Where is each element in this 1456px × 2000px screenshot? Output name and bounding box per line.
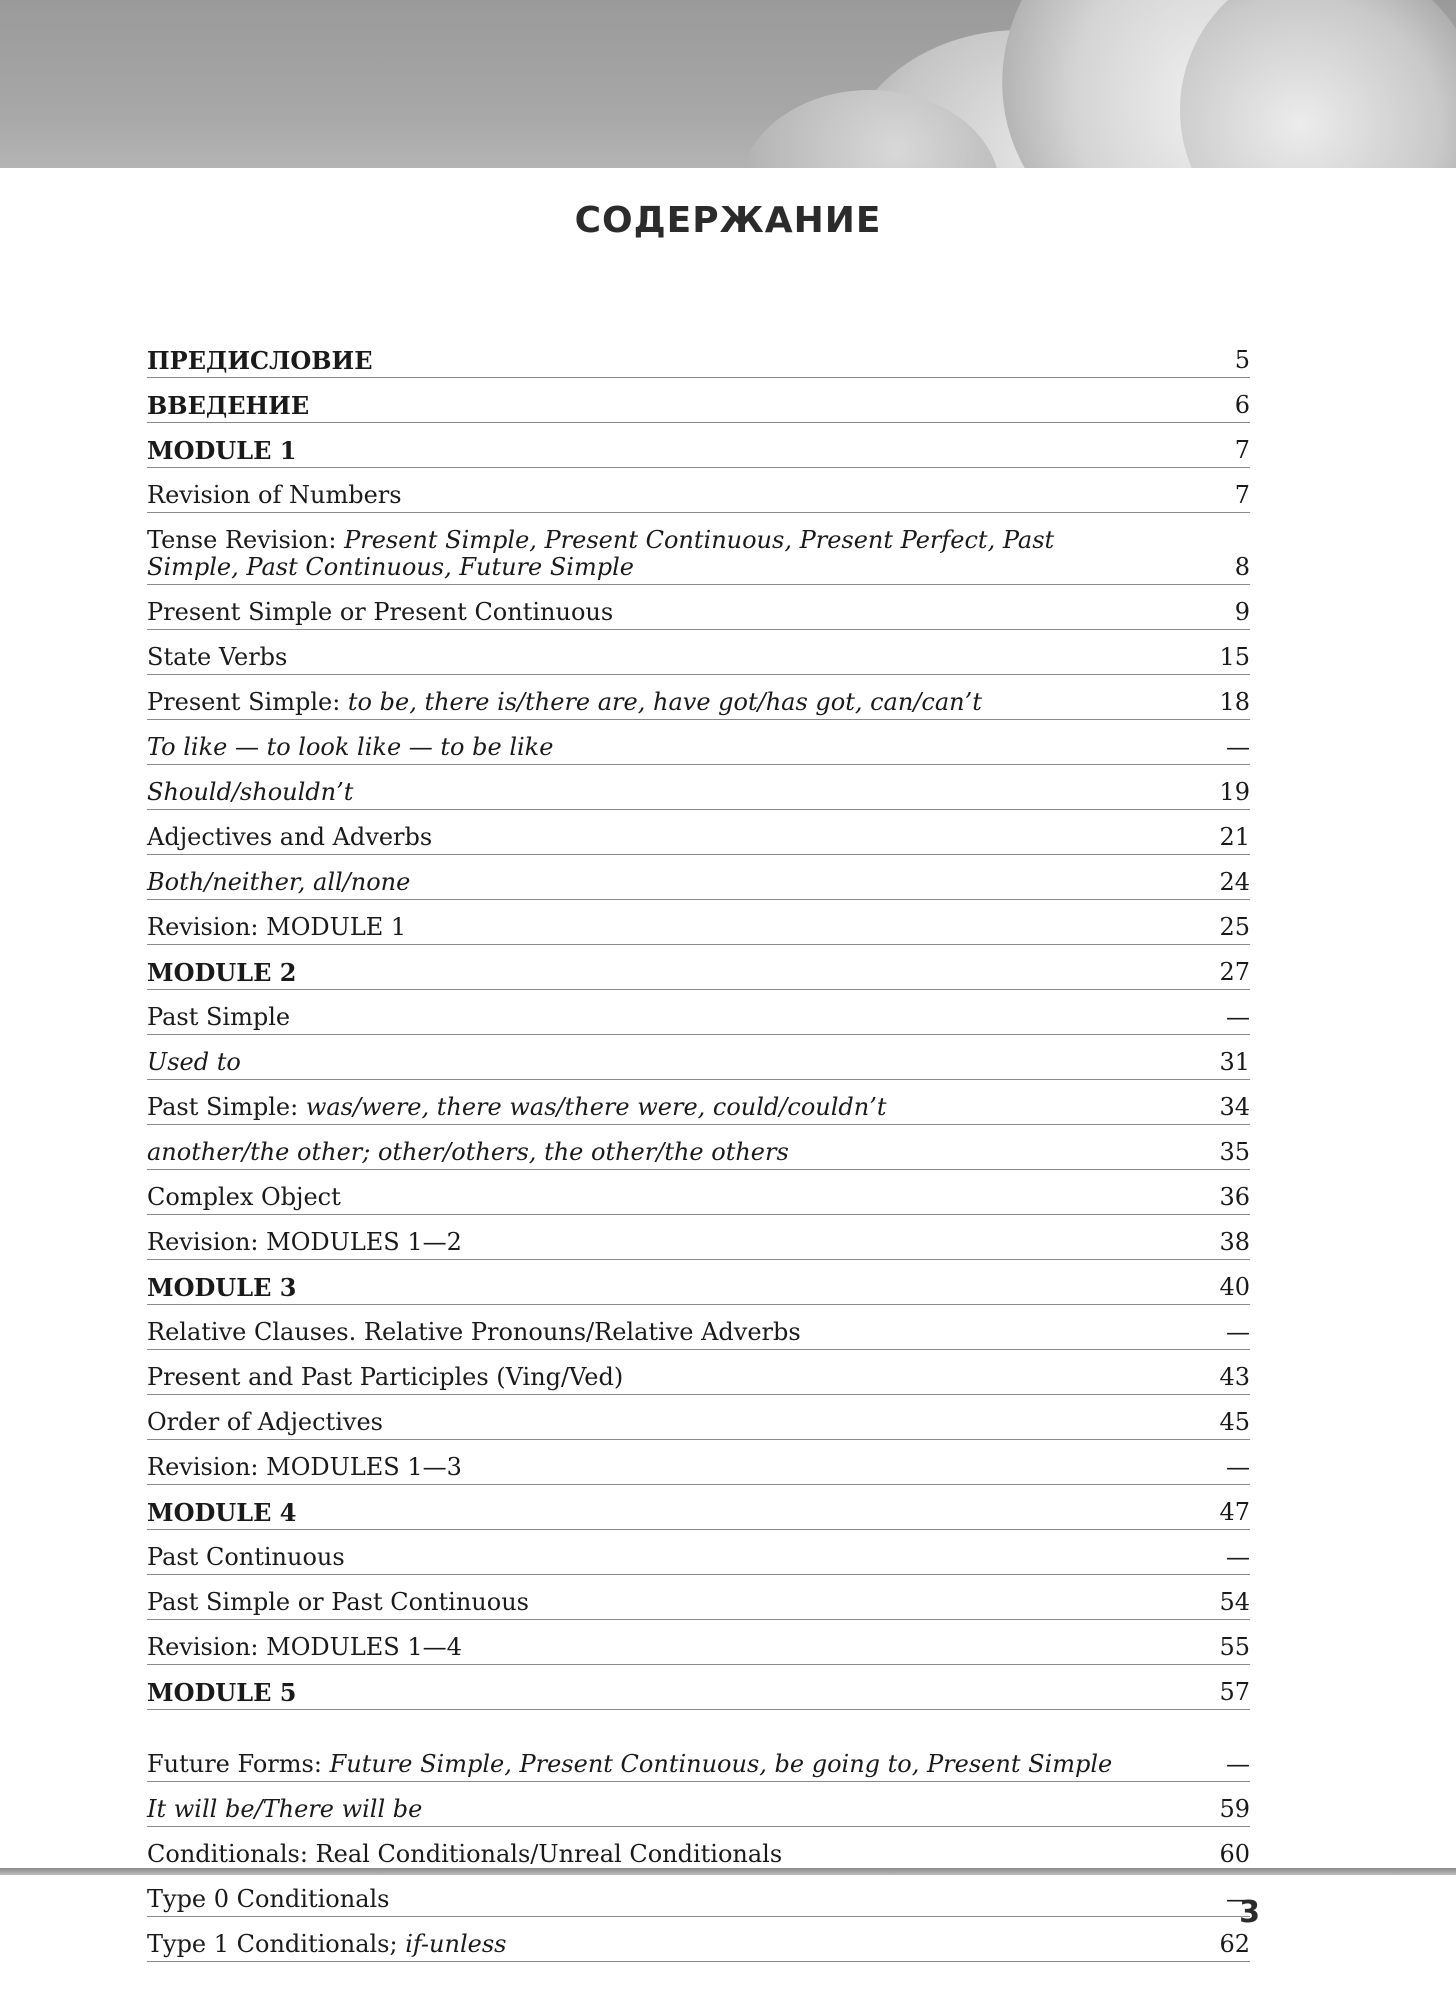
toc-entry-page: 60 <box>1219 1840 1250 1868</box>
toc-entry-title <box>147 959 1190 986</box>
toc-entry-title-part: State Verbs <box>147 643 288 671</box>
toc-entry-title <box>147 1364 1190 1391</box>
toc-entry <box>147 632 1250 675</box>
toc-entry-title <box>147 1499 1190 1526</box>
toc-entry-title-part: another/the other; other/others, the other/the others <box>147 1138 789 1166</box>
toc-entry-page: 31 <box>1219 1048 1250 1076</box>
toc-entry <box>147 722 1250 765</box>
toc-entry-title-part: Revision: MODULES 1—3 <box>147 1453 462 1481</box>
toc-entry-title-part: MODULE 1 <box>147 436 297 465</box>
toc-entry-title-part: Present Simple, Present Continuous, Present Perfect, Past Simple, Past Continuous, Future Simple <box>147 526 1055 581</box>
toc-entry-title-part: ПРЕДИСЛОВИЕ <box>147 346 373 375</box>
toc-entry-title-part: MODULE 5 <box>147 1678 297 1707</box>
toc-entry <box>147 1874 1250 1917</box>
toc-entry <box>147 1352 1250 1395</box>
toc-entry-page: 21 <box>1219 823 1250 851</box>
toc-entry-page: 55 <box>1219 1633 1250 1661</box>
toc-entry <box>147 1442 1250 1485</box>
toc-entry <box>147 1172 1250 1215</box>
toc-entry <box>147 1127 1250 1170</box>
toc-entry-title-part: Past Simple <box>147 1003 291 1031</box>
toc-entry-title-part: It will be/There will be <box>147 1795 423 1823</box>
toc-entry-page: 24 <box>1219 868 1250 896</box>
toc-entry-page: — <box>1226 1318 1250 1346</box>
toc-entry-title-part: Present Simple: <box>147 688 348 716</box>
toc-entry <box>147 587 1250 630</box>
toc-entry <box>147 1307 1250 1350</box>
toc-entry-page: 59 <box>1219 1795 1250 1823</box>
toc-entry-title-part: Revision of Numbers <box>147 481 402 509</box>
toc-entry-title <box>147 1274 1190 1301</box>
toc-entry-title-part: Future Forms: <box>147 1750 330 1778</box>
toc-entry-title <box>147 1679 1190 1706</box>
toc-entry <box>147 1532 1250 1575</box>
toc-entry <box>147 1487 1250 1530</box>
toc-entry-title <box>147 347 1190 374</box>
toc-entry <box>147 380 1250 423</box>
toc-entry <box>147 1082 1250 1125</box>
toc-entry <box>147 947 1250 990</box>
toc-entry-title <box>147 1049 1190 1076</box>
toc-entry-title <box>147 1454 1190 1481</box>
toc-entry-page: 36 <box>1219 1183 1250 1211</box>
toc-entry-page: 45 <box>1219 1408 1250 1436</box>
toc-entry-title <box>147 1634 1190 1661</box>
toc-entry-title-part: Revision: MODULE 1 <box>147 913 407 941</box>
footer-divider <box>0 1868 1456 1875</box>
toc-entry-title <box>147 914 1190 941</box>
toc-entry-title-part: Should/shouldn’t <box>147 778 354 806</box>
toc-entry-page: 18 <box>1219 688 1250 716</box>
toc-entry-title <box>147 869 1190 896</box>
toc-entry-title-part: Past Continuous <box>147 1543 345 1571</box>
toc-entry-title-part: Past Simple or Past Continuous <box>147 1588 529 1616</box>
toc-entry-page: 62 <box>1219 1930 1250 1958</box>
toc-entry-title <box>147 824 1190 851</box>
toc-entry-page: 43 <box>1219 1363 1250 1391</box>
toc-entry <box>147 992 1250 1035</box>
page-title: СОДЕРЖАНИЕ <box>574 200 882 241</box>
toc-entry <box>147 1919 1250 1962</box>
toc-entry-page: 54 <box>1219 1588 1250 1616</box>
toc-entry <box>147 812 1250 855</box>
toc-entry-title-part: Used to <box>147 1048 241 1076</box>
toc-entry-page: — <box>1226 733 1250 761</box>
header-band <box>0 0 1456 168</box>
toc-entry <box>147 1577 1250 1620</box>
toc-entry-title <box>147 1589 1190 1616</box>
toc-entry-title-part: to be, there is/there are, have got/has got, can/can’t <box>347 688 982 716</box>
toc-entry <box>147 857 1250 900</box>
toc-entry-page: — <box>1226 1543 1250 1571</box>
toc-entry-title <box>147 1184 1190 1211</box>
toc-entry-title-part: MODULE 2 <box>147 958 297 987</box>
toc-entry <box>147 1217 1250 1260</box>
toc-entry-title <box>147 1841 1190 1868</box>
toc-entry-title <box>147 779 1190 806</box>
toc-entry-title <box>147 392 1190 419</box>
toc-entry-title-part: Revision: MODULES 1—4 <box>147 1633 462 1661</box>
toc-entry-page: 5 <box>1234 346 1250 374</box>
toc-entry-title-part: Type 1 Conditionals; <box>147 1930 406 1958</box>
toc-entry-title <box>147 482 1190 509</box>
toc-entry-page: 34 <box>1219 1093 1250 1121</box>
toc-entry-title-part: Conditionals: Real Conditionals/Unreal Conditionals <box>147 1840 783 1868</box>
toc-entry-title-part: Present Simple or Present Continuous <box>147 598 614 626</box>
toc-entry-title <box>147 1094 1190 1121</box>
toc-entry-title <box>147 1409 1190 1436</box>
toc-entry <box>147 515 1250 585</box>
toc-entry <box>147 1829 1250 1872</box>
toc-entry-title-part: ВВЕДЕНИЕ <box>147 391 310 420</box>
toc-entry <box>147 677 1250 720</box>
toc-entry-title-part: if-unless <box>405 1930 507 1958</box>
toc-entry-title-part: Tense Revision: <box>147 526 345 554</box>
toc-entry <box>147 425 1250 468</box>
toc-entry-title-part: Adjectives and Adverbs <box>147 823 433 851</box>
toc-entry-page: 57 <box>1219 1678 1250 1706</box>
toc-entry-title <box>147 1796 1190 1823</box>
toc-entry-title <box>147 1004 1190 1031</box>
toc-entry-title <box>147 1751 1190 1778</box>
toc-entry-page: 15 <box>1219 643 1250 671</box>
toc-entry-title-part: was/were, there was/there were, could/couldn’t <box>305 1093 887 1121</box>
toc-entry-title-part: Type 0 Conditionals <box>147 1885 390 1913</box>
toc-entry <box>147 1397 1250 1440</box>
toc-entry-page: — <box>1226 1885 1250 1913</box>
toc-entry-title-part: Present and Past Participles (Ving/Ved) <box>147 1363 624 1391</box>
toc-entry-title-part: Complex Object <box>147 1183 341 1211</box>
toc-entry-page: — <box>1226 1453 1250 1481</box>
toc-entry-title <box>147 1319 1190 1346</box>
toc-entry-title-part: MODULE 3 <box>147 1273 297 1302</box>
toc-entry-title-part: Future Simple, Present Continuous, be going to, Present Simple <box>329 1750 1113 1778</box>
toc-entry-page: 9 <box>1234 598 1250 626</box>
toc-entry-title <box>147 437 1190 464</box>
toc-entry-page: 7 <box>1234 436 1250 464</box>
toc-entry-title <box>147 689 1190 716</box>
toc-entry-page: 35 <box>1219 1138 1250 1166</box>
toc-entry-title-part: Order of Adjectives <box>147 1408 383 1436</box>
toc-entry-title-part: MODULE 4 <box>147 1498 297 1527</box>
toc-entry-page: 27 <box>1219 958 1250 986</box>
toc-entry <box>147 470 1250 513</box>
page-number: 3 <box>1239 1895 1260 1930</box>
toc-entry <box>147 1622 1250 1665</box>
toc-entry <box>147 1712 1250 1782</box>
toc-entry-title <box>147 1544 1190 1571</box>
toc-entry-title-part: To like — to look like — to be like <box>147 733 554 761</box>
toc-entry-page: 47 <box>1219 1498 1250 1526</box>
toc-entry <box>147 1784 1250 1827</box>
toc-entry-title <box>147 599 1190 626</box>
toc-entry-title <box>147 1229 1190 1256</box>
toc-entry-title <box>147 1139 1190 1166</box>
toc-entry-title-part: Revision: MODULES 1—2 <box>147 1228 462 1256</box>
toc-entry-title-part: Past Simple: <box>147 1093 306 1121</box>
toc-entry-title <box>147 1886 1190 1913</box>
toc-entry-title-part: Relative Clauses. Relative Pronouns/Relative Adverbs <box>147 1318 801 1346</box>
decorative-petal <box>1180 0 1456 168</box>
toc-entry-page: 40 <box>1219 1273 1250 1301</box>
toc-entry <box>147 335 1250 378</box>
toc-entry-page: — <box>1226 1003 1250 1031</box>
toc-entry-page: 6 <box>1234 391 1250 419</box>
toc-entry-title-part: Both/neither, all/none <box>147 868 411 896</box>
toc-entry <box>147 767 1250 810</box>
toc-entry-page: — <box>1226 1750 1250 1778</box>
toc-entry <box>147 1037 1250 1080</box>
toc-entry-page: 19 <box>1219 778 1250 806</box>
toc-entry-page: 25 <box>1219 913 1250 941</box>
toc-entry <box>147 1262 1250 1305</box>
toc-entry-title <box>147 644 1190 671</box>
toc-entry-title <box>147 527 1190 581</box>
toc-entry-page: 8 <box>1234 553 1250 581</box>
toc-entry <box>147 1667 1250 1710</box>
toc-entry-title <box>147 734 1190 761</box>
toc-entry <box>147 902 1250 945</box>
toc-entry-page: 7 <box>1234 481 1250 509</box>
toc-entry-page: 38 <box>1219 1228 1250 1256</box>
toc-entry-title <box>147 1931 1190 1958</box>
table-of-contents <box>147 335 1250 1964</box>
